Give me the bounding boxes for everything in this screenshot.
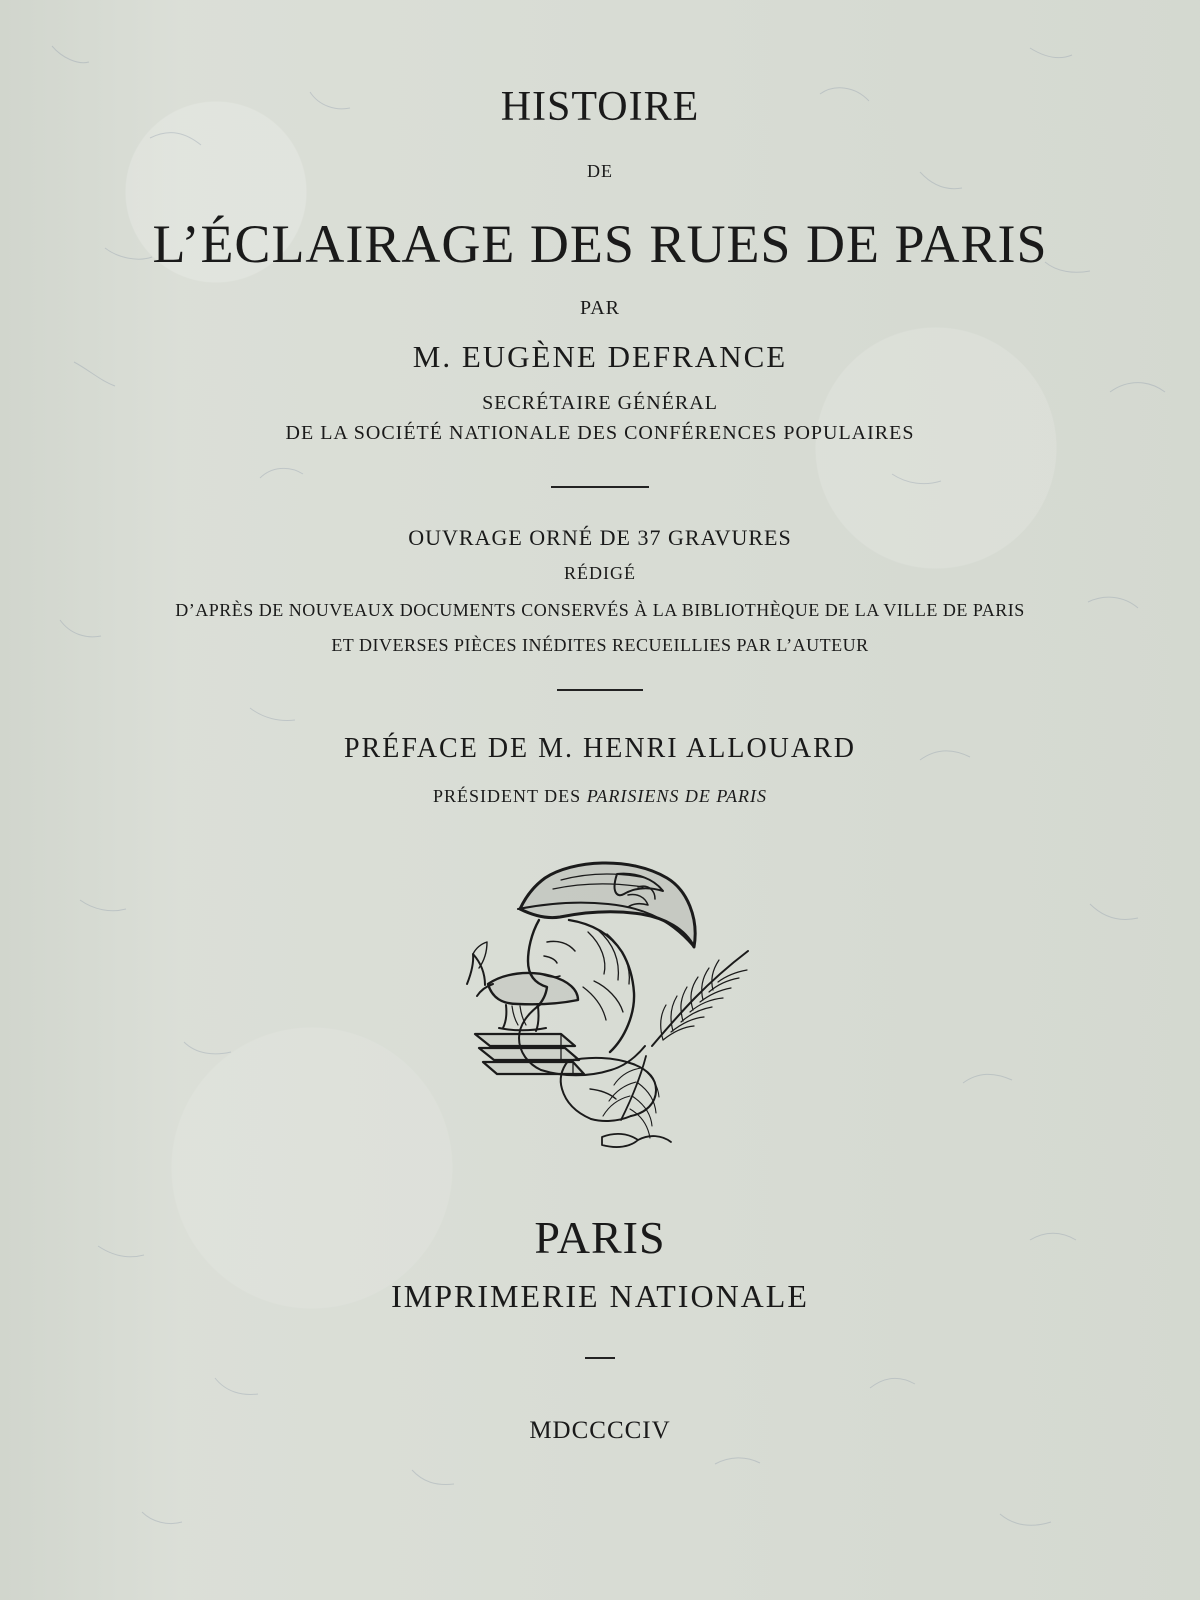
author-role-line-1: SECRÉTAIRE GÉNÉRAL [482,392,718,414]
work-description-line-4: ET DIVERSES PIÈCES INÉDITES RECUEILLIES PAR L’AUTEUR [331,635,869,655]
title-line-de: DE [587,161,613,181]
preface-line: PRÉFACE DE M. HENRI ALLOUARD [343,733,857,764]
author-name: M. EUGÈNE DEFRANCE [412,339,788,374]
minerva-emblem-icon [457,856,777,1156]
president-line-italic: PARISIENS DE PARIS [586,786,767,806]
title-line-par: PAR [579,297,621,319]
president-line-prefix: PRÉSIDENT DES [433,786,587,806]
main-title: L’ÉCLAIRAGE DES RUES DE PARIS [152,214,1048,274]
work-description-line-1: OUVRAGE ORNÉ DE 37 GRAVURES [408,525,792,550]
publisher-name: IMPRIMERIE NATIONALE [391,1278,809,1314]
publication-place: PARIS [534,1212,666,1263]
divider-1 [551,486,649,488]
title-line-histoire: HISTOIRE [500,84,700,130]
work-description-line-2: RÉDIGÉ [564,563,636,583]
president-line [0,786,1200,807]
divider-3 [585,1357,615,1359]
divider-2 [557,689,643,691]
author-role-line-2: DE LA SOCIÉTÉ NATIONALE DES CONFÉRENCES POPULAIRES [285,422,915,444]
publication-year: MDCCCCIV [529,1417,671,1444]
minerva-lamp-book-emblem [457,856,777,1156]
work-description-line-3: D’APRÈS DE NOUVEAUX DOCUMENTS CONSERVÉS À LA BIBLIOTHÈQUE DE LA VILLE DE PARIS [175,600,1025,620]
